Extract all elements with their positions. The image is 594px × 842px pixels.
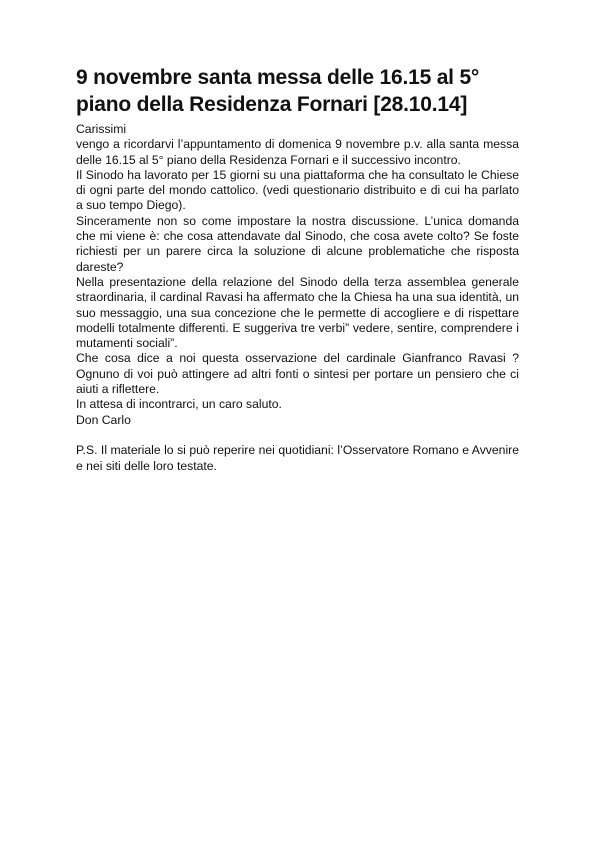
body-paragraph: Il Sinodo ha lavorato per 15 giorni su una piattaforma che ha consultato le Chiese di ogni parte del mondo cattolico. (vedi questionario distribuito e di cui ha parlato a suo tempo Diego).	[76, 167, 519, 213]
greeting: Carissimi	[76, 122, 127, 136]
blank-line	[76, 428, 519, 443]
postscript: P.S. Il materiale lo si può reperire nei quotidiani: l’Osservatore Romano e Avvenire e nei siti delle loro testate.	[76, 443, 519, 473]
closing-line: In attesa di incontrarci, un caro saluto.	[76, 397, 282, 412]
document-title: 9 novembre santa messa delle 16.15 al 5° piano della Residenza Fornari [28.10.14]	[76, 66, 480, 116]
document-body	[76, 122, 519, 474]
body-paragraph: Che cosa dice a noi questa osservazione del cardinale Gianfranco Ravasi ? Ognuno di voi può attingere ad altri fonti o sintesi per portare un pensiero che ci aiuti a riflettere.	[76, 351, 519, 397]
signature: Don Carlo	[76, 412, 131, 427]
body-paragraph: Nella presentazione della relazione del Sinodo della terza assemblea generale straordinaria, il cardinal Ravasi ha affermato che la Chiesa ha una sua identità, un suo messaggio, una sua concezione che le permette di accogliere e di rispettare modelli totalmente differenti. E suggeriva tre verbi” vedere, sentire, comprendere i mutamenti sociali”.	[76, 274, 519, 351]
body-paragraph: vengo a ricordarvi l’appuntamento di domenica 9 novembre p.v. alla santa messa delle 16.15 al 5° piano della Residenza Fornari e il successivo incontro.	[76, 137, 519, 167]
document-page	[76, 64, 519, 474]
body-paragraph: Sinceramente non so come impostare la nostra discussione. L’unica domanda che mi viene è: che cosa attendavate dal Sinodo, che cosa avete colto? Se foste richiesti per un parere circa la soluzione di alcune problematiche che risposta dareste?	[76, 213, 519, 274]
